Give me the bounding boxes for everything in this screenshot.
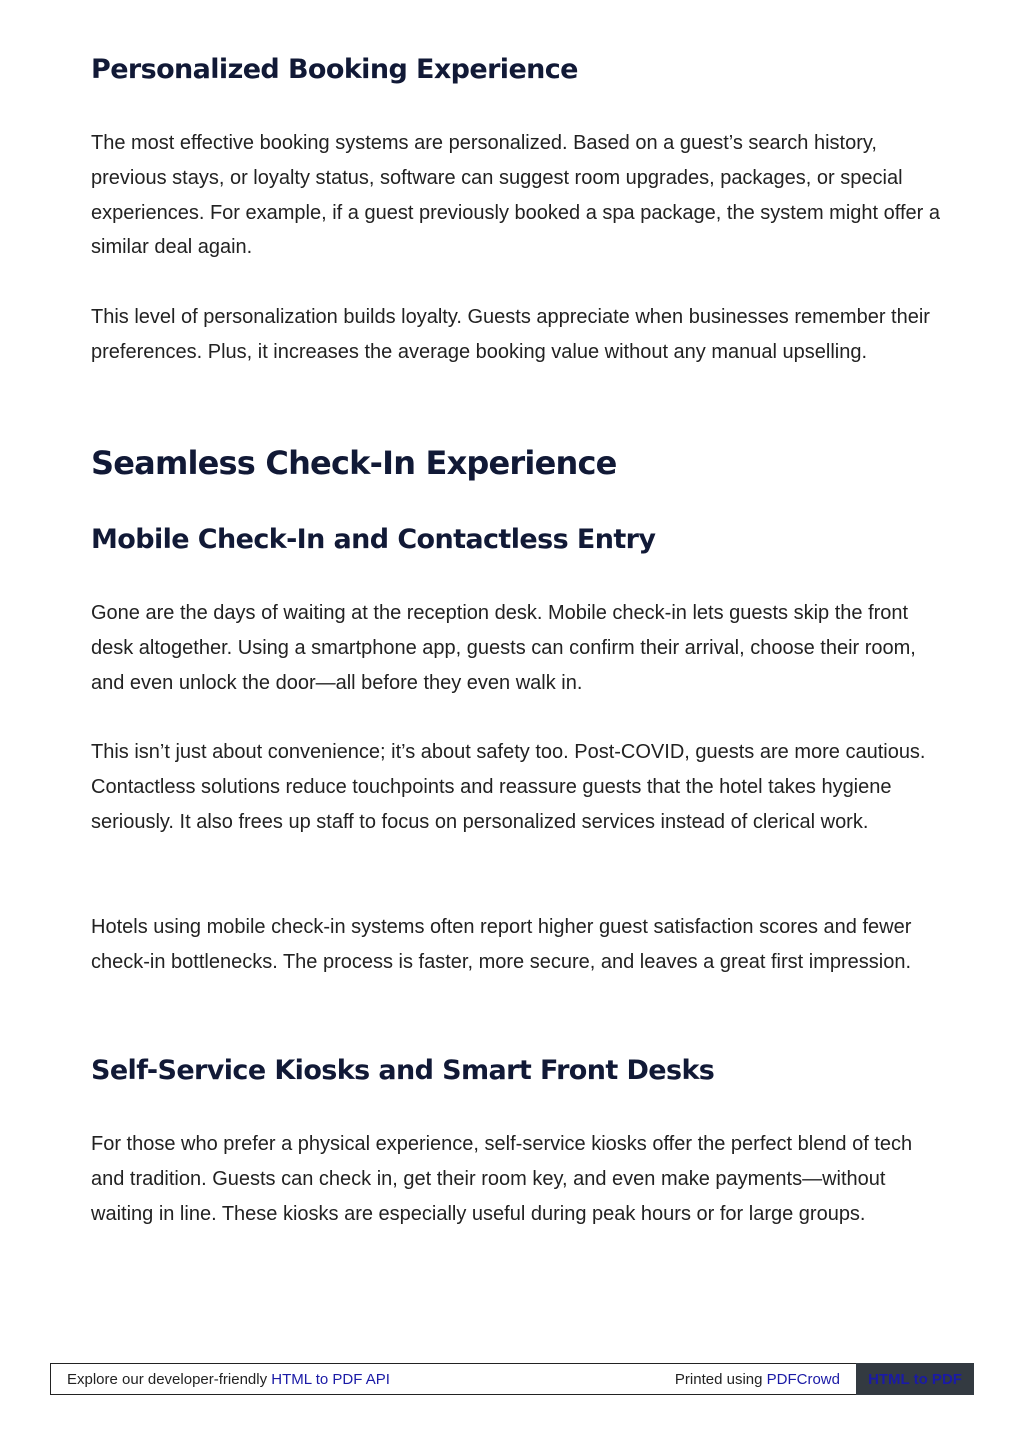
paragraph: This isn’t just about convenience; it’s about safety too. Post-COVID, guests are more cautious. Contactless solutions reduce touchpoints and reassure guests that the hotel takes hygiene seriously. It also frees up staff to focus on personalized services instead of clerical work. [91,741,926,833]
paragraph: Gone are the days of waiting at the reception desk. Mobile check-in lets guests skip the front desk altogether. Using a smartphone app, guests can confirm their arrival, choose their room, and even unlock the door—all before they even walk in. [91,602,916,694]
footer-printed-text: Printed using [674,1370,763,1388]
paragraph: This level of personalization builds loyalty. Guests appreciate when businesses remember their preferences. Plus, it increases the average booking value without any manual upselling. [91,306,930,363]
paragraph: For those who prefer a physical experience, self-service kiosks offer the perfect blend of tech and tradition. Guests can check in, get their room key, and even make payments—without waiting in line. These kiosks are especially useful during peak hours or for large groups. [91,1133,913,1225]
pdfcrowd-footer [50,1363,974,1395]
footer-printed [675,1364,856,1394]
pdfcrowd-link[interactable]: PDFCrowd [766,1370,840,1388]
paragraph: Hotels using mobile check-in systems often report higher guest satisfaction scores and fewer check-in bottlenecks. The process is faster, more secure, and leaves a great first impression. [91,916,912,973]
section-heading-mobile-checkin: Mobile Check-In and Contactless Entry [91,524,656,555]
footer-explore [51,1364,675,1394]
paragraph: The most effective booking systems are personalized. Based on a guest’s search history, previous stays, or loyalty status, software can suggest room upgrades, packages, or special experiences. For example, if a guest previously booked a spa package, the system might offer a similar deal again. [91,132,940,259]
section-heading-personalized-booking: Personalized Booking Experience [91,54,578,85]
footer-explore-text: Explore our developer-friendly [67,1370,268,1388]
section-heading-seamless-checkin: Seamless Check-In Experience [91,444,617,482]
html-to-pdf-badge[interactable]: HTML to PDF [856,1363,974,1395]
section-heading-kiosks: Self-Service Kiosks and Smart Front Desks [91,1055,715,1086]
html-to-pdf-api-link[interactable]: HTML to PDF API [271,1370,390,1388]
